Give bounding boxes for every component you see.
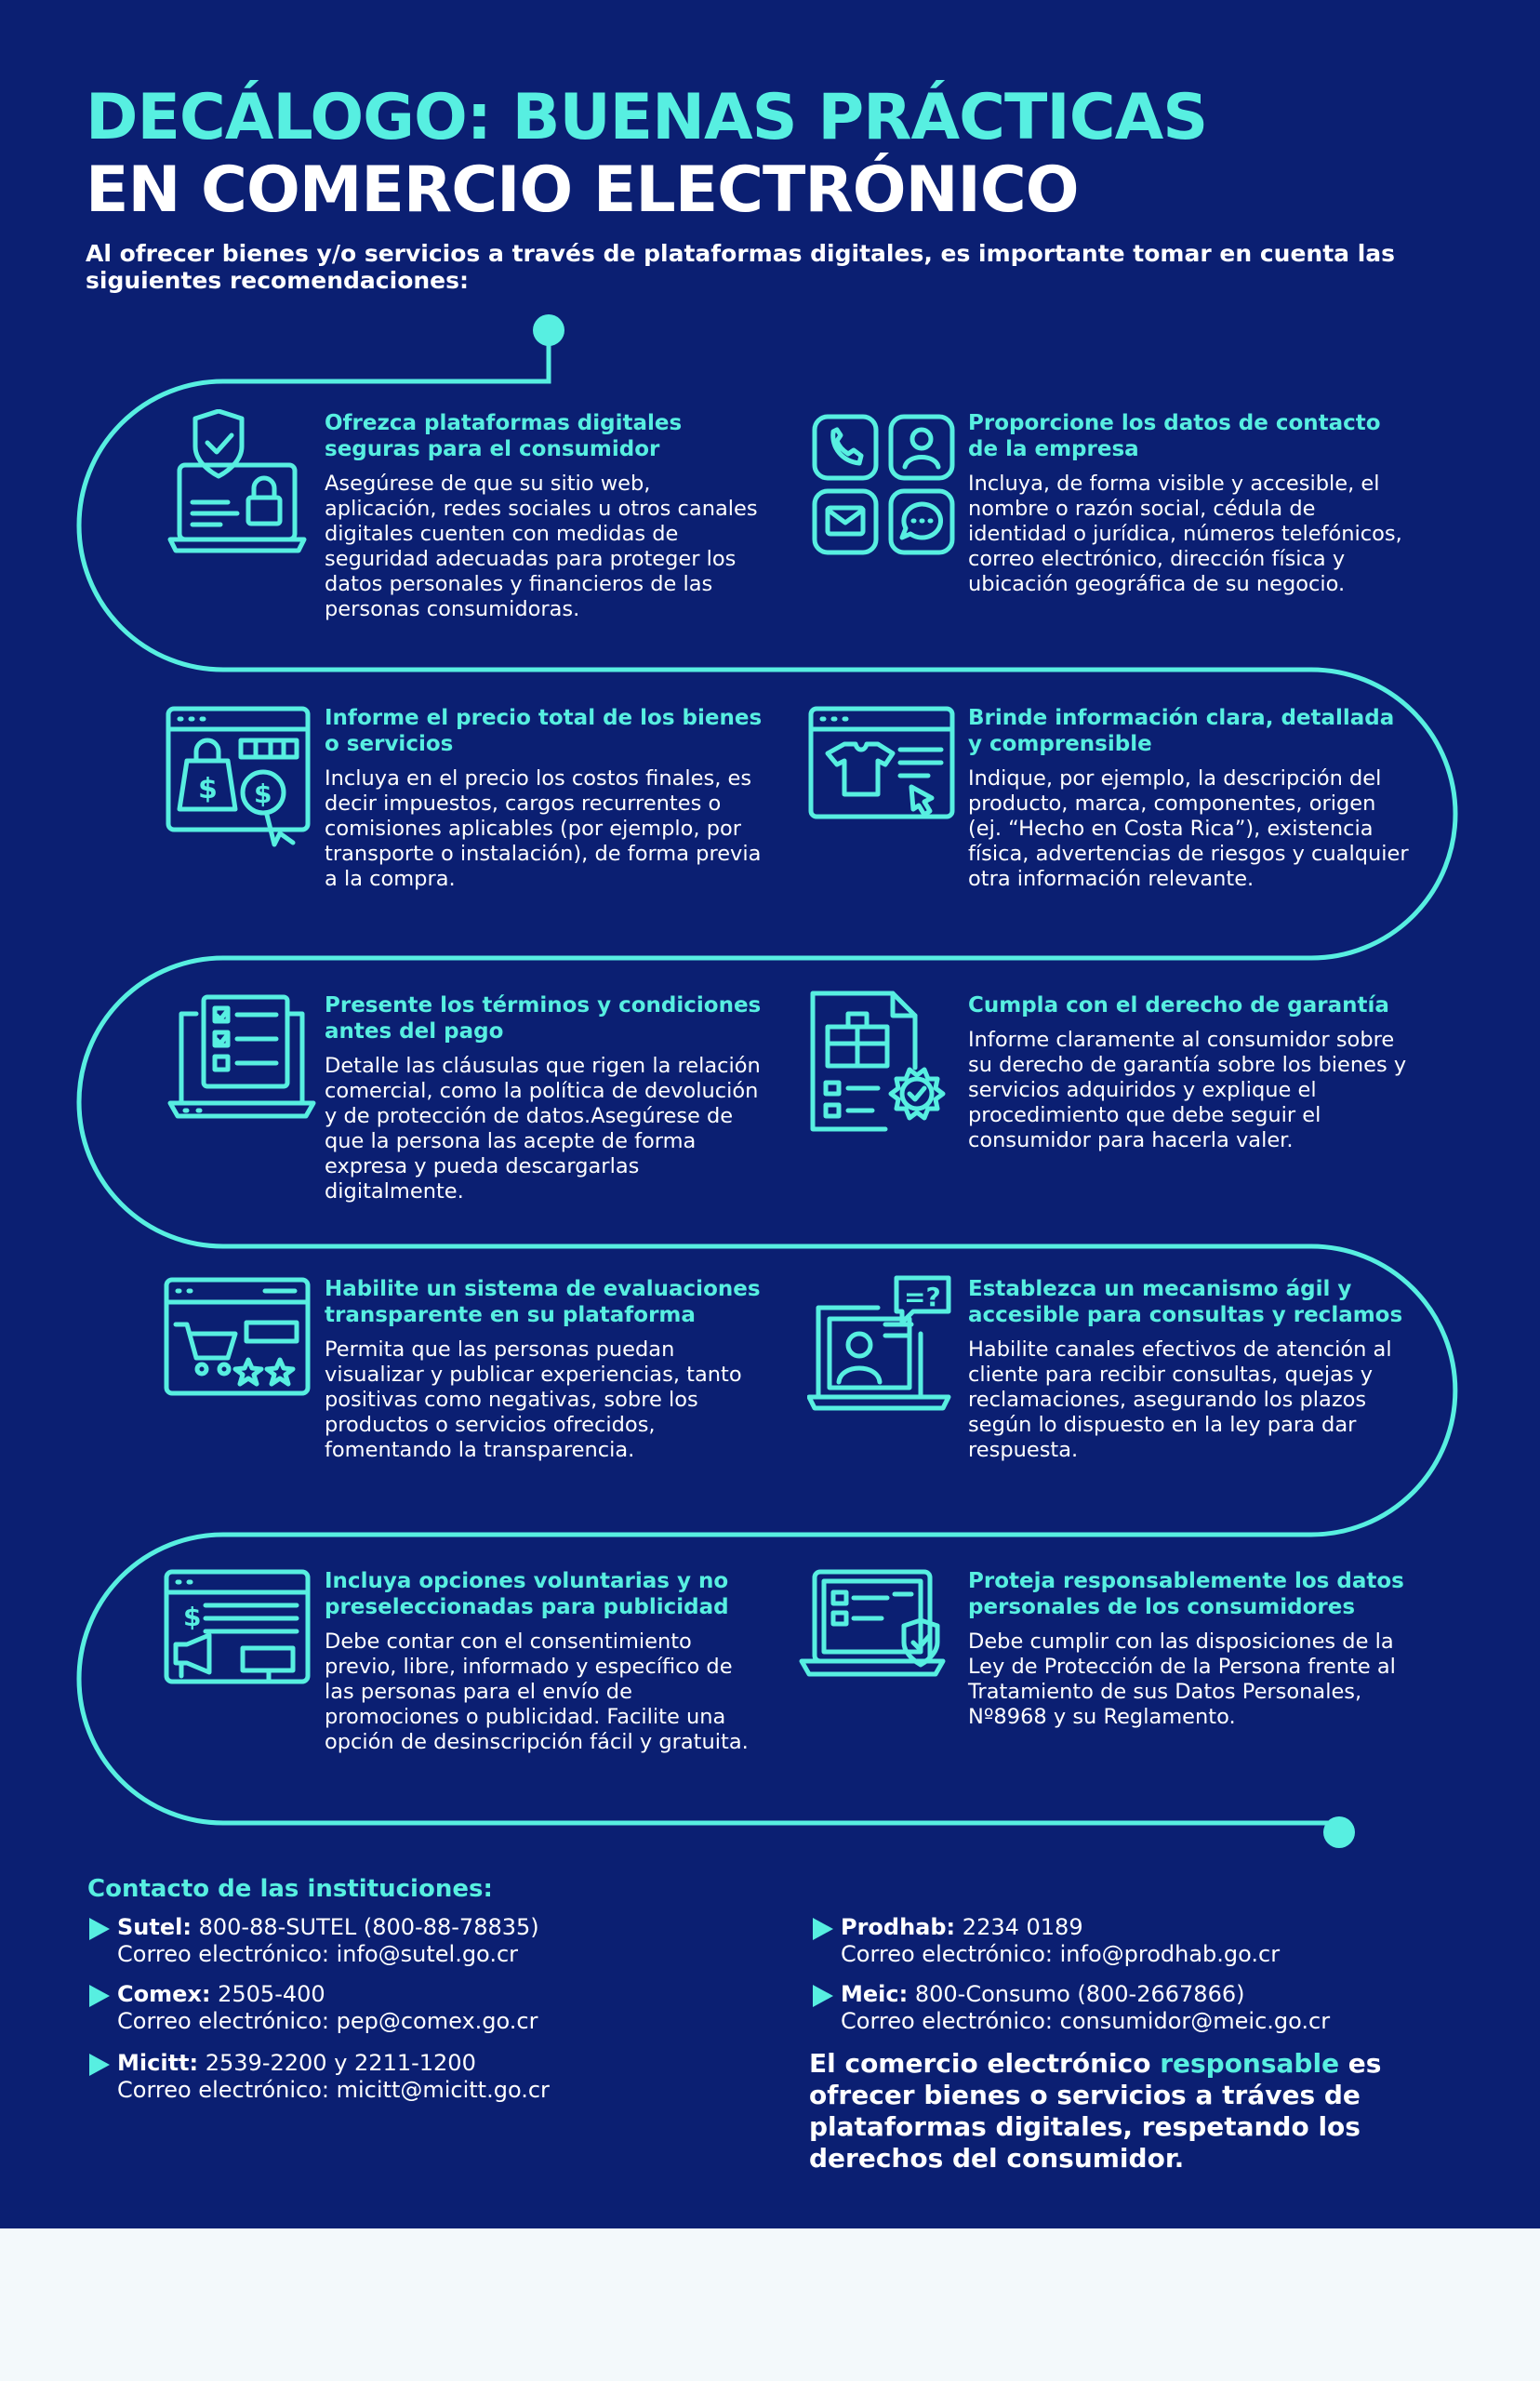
practice-body: Incluya, de forma visible y accesible, el nombre o razón social, cédula de identidad o jurídica, números telefónicos, correo electrónico, dirección física y ubicación geográfica de su negocio. [968,472,1402,596]
customer-support-chat-icon [807,1274,965,1432]
terms-checklist-laptop-icon [163,993,321,1151]
email-label: Correo electrónico: [117,2008,329,2034]
bullet-arrow-icon [813,1985,833,2007]
contact-prodhab [841,1914,1473,1968]
bullet-arrow-icon [813,1918,833,1940]
bullet-arrow-icon [89,1985,110,2007]
practice-title: Presente los términos y condiciones antes del pago [325,993,762,1044]
practice-title: Brinde información clara, detallada y comprensible [968,706,1395,756]
contact-channels-icon [807,409,965,567]
closing-part-1: El comercio electrónico [809,2048,1161,2079]
contact-email[interactable]: micitt@micitt.go.cr [336,2077,550,2103]
data-protection-laptop-icon [798,1568,956,1726]
page-footer-blank [0,2228,1540,2381]
practice-body: Debe cumplir con las disposiciones de la Ley de Protección de la Persona frente al Tratamiento de sus Datos Personales, Nº8968 y su Reglamento. [968,1629,1396,1729]
contact-sutel [117,1914,750,1968]
practice-title: Informe el precio total de los bienes o servicios [325,706,763,756]
svg-text:$: $ [254,778,272,809]
practice-10 [968,1568,1410,1730]
path-end-dot [1323,1816,1355,1848]
contact-phone: 2505-400 [218,1981,325,2007]
practice-8 [968,1276,1410,1463]
path-start-dot [533,314,564,346]
price-tag-dollar-icon [163,705,321,863]
title-line-1: DECÁLOGO: BUENAS PRÁCTICAS [86,81,1208,154]
contact-phone: 2234 0189 [962,1914,1083,1940]
practice-body: Habilite canales efectivos de atención al cliente para recibir consultas, quejas y reclamaciones, asegurando los plazos según lo dispuesto en la ley para dar respuesta. [968,1337,1392,1462]
practice-title: Cumpla con el derecho de garantía [968,993,1389,1018]
bullet-arrow-icon [89,2054,110,2076]
cart-rating-stars-icon [163,1276,321,1434]
practice-5 [325,992,766,1204]
contact-micitt [117,2050,750,2104]
practice-body: Asegúrese de que su sitio web, aplicación, redes sociales u otros canales digitales cuenten con medidas de seguridad adecuadas para proteger los datos personales y financieros de las personas consumidoras. [325,472,758,621]
practice-7 [325,1276,766,1463]
practice-title: Establezca un mecanismo ágil y accesible para consultas y reclamos [968,1277,1403,1327]
svg-text:=?: =? [904,1282,941,1312]
practice-title: Habilite un sistema de evaluaciones transparente en su plataforma [325,1277,761,1327]
closing-part-2: es ofrecer bienes o servicios a tráves de plataformas digitales, respetando los derechos del consumidor. [809,2048,1382,2174]
practice-6 [968,992,1410,1153]
product-info-browser-icon [807,705,965,863]
closing-highlight: responsable [1160,2048,1340,2079]
practice-3 [325,705,766,892]
practice-body: Indique, por ejemplo, la descripción del producto, marca, componentes, origen (ej. “Hecho en Costa Rica”), existencia física, advertencias de riesgos y cualquier otra información relevante. [968,766,1409,891]
contact-email[interactable]: info@prodhab.go.cr [1059,1941,1281,1967]
warranty-document-icon [807,990,965,1148]
intro-text: Al ofrecer bienes y/o servicios a través de plataformas digitales, es importante tomar en cuenta las siguientes recomendaciones: [86,240,1396,294]
practice-title: Incluya opciones voluntarias y no preseleccionadas para publicidad [325,1569,729,1619]
contact-meic [841,1981,1473,2035]
practice-title: Ofrezca plataformas digitales seguras para el consumidor [325,411,683,461]
contact-email[interactable]: pep@comex.go.cr [336,2008,538,2034]
practice-4 [968,705,1410,892]
practice-2 [968,410,1410,597]
practice-body: Incluya en el precio los costos finales, es decir impuestos, cargos recurrentes o comisiones aplicables (por ejemplo, por transporte o instalación), de forma previa a la compra. [325,766,762,891]
title-line-2: EN COMERCIO ELECTRÓNICO [86,153,1079,227]
advertising-megaphone-icon [163,1568,321,1726]
contact-name: Comex: [117,1981,211,2007]
practice-body: Debe contar con el consentimiento previo, libre, informado y específico de las personas para el envío de promociones o publicidad. Facilite una opción de desinscripción fácil y gratuita. [325,1629,749,1754]
practice-title: Proporcione los datos de contacto de la empresa [968,411,1381,461]
contact-phone: 800-88-SUTEL (800-88-78835) [198,1914,539,1940]
contact-name: Sutel: [117,1914,192,1940]
contacts-title: Contacto de las instituciones: [87,1875,493,1903]
svg-text:$: $ [198,773,218,805]
email-label: Correo electrónico: [117,1941,329,1967]
email-label: Correo electrónico: [117,2077,329,2103]
contact-name: Micitt: [117,2050,199,2076]
contact-email[interactable]: consumidor@meic.go.cr [1059,2008,1331,2034]
bullet-arrow-icon [89,1918,110,1940]
closing-statement [809,2048,1460,2175]
contact-email[interactable]: info@sutel.go.cr [336,1941,519,1967]
practice-title: Proteja responsablemente los datos personales de los consumidores [968,1569,1404,1619]
secure-laptop-shield-icon [163,409,321,567]
practice-9 [325,1568,766,1755]
practice-body: Detalle las cláusulas que rigen la relación comercial, como la política de devolución y de protección de datos.Asegúrese de que la persona las acepte de forma expresa y pueda descargarlas digitalmente. [325,1054,761,1204]
email-label: Correo electrónico: [841,1941,1053,1967]
practice-1 [325,410,766,622]
contact-phone: 2539-2200 y 2211-1200 [205,2050,476,2076]
contact-comex [117,1981,750,2035]
contact-name: Meic: [841,1981,909,2007]
contact-name: Prodhab: [841,1914,956,1940]
practice-body: Informe claramente al consumidor sobre su derecho de garantía sobre los bienes y servicios adquiridos y explique el procedimiento que debe seguir el consumidor para hacerla valer. [968,1028,1407,1152]
contact-phone: 800-Consumo (800-2667866) [914,1981,1245,2007]
email-label: Correo electrónico: [841,2008,1053,2034]
svg-text:$: $ [183,1602,202,1632]
practice-body: Permita que las personas puedan visualizar y publicar experiencias, tanto positivas como negativas, sobre los productos o servicios ofrecidos, fomentando la transparencia. [325,1337,742,1462]
